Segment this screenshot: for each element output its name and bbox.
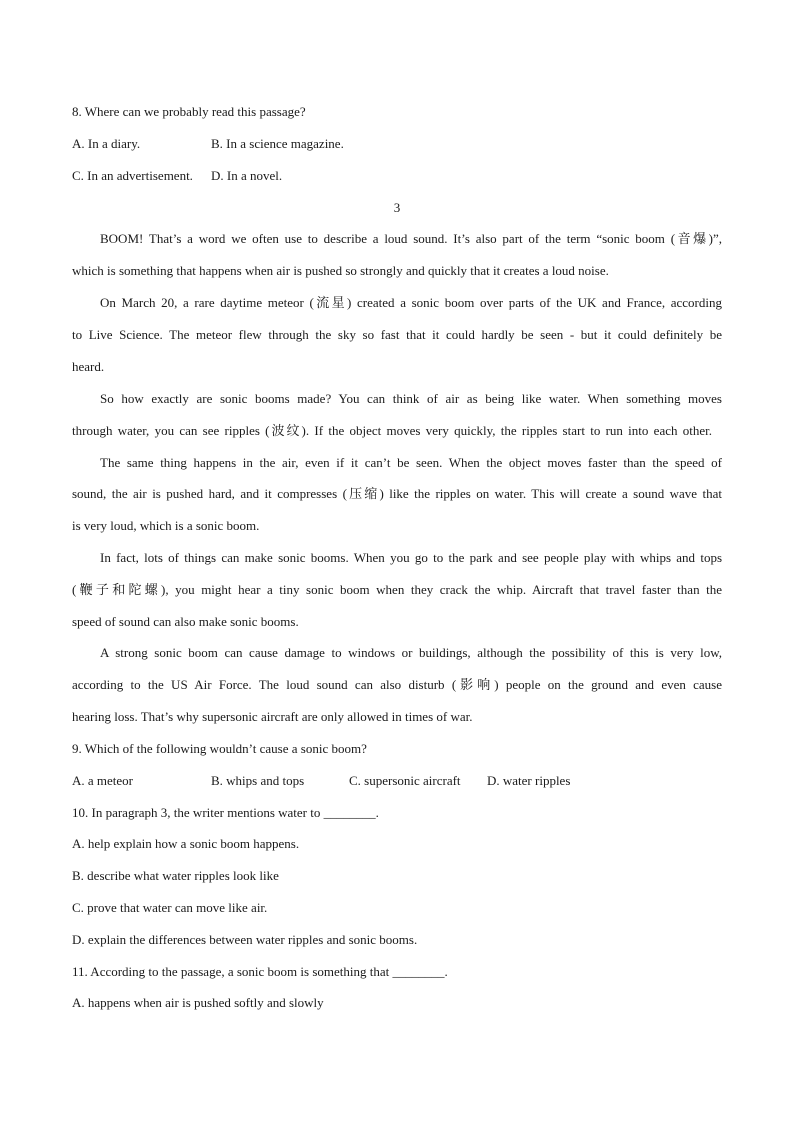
passage-p2-line-3: heard. [72, 359, 105, 374]
passage-p1-line-1: BOOM! That’s a word we often use to describe a loud sound. It’s also part of the term “sonic boom (音爆)”, [100, 231, 722, 246]
q10-option-b: B. describe what water ripples look like [72, 868, 279, 883]
section-number: 3 [393, 200, 401, 215]
passage-p4-line-2: sound, the air is pushed hard, and it compresses (压缩) like the ripples on water. This will create a sound wave that [72, 486, 722, 501]
q9-option-a: A. a meteor [72, 773, 134, 788]
passage-p6-line-3: hearing loss. That’s why supersonic aircraft are only allowed in times of war. [72, 709, 473, 724]
q9-question: 9. Which of the following wouldn’t cause a sonic boom? [72, 741, 367, 756]
passage-p3-line-1: So how exactly are sonic booms made? You can think of air as being like water. When something moves [100, 391, 722, 406]
q8-option-d: D. In a novel. [211, 168, 283, 183]
q10-option-c: C. prove that water can move like air. [72, 900, 268, 915]
passage-p4-line-3: is very loud, which is a sonic boom. [72, 518, 260, 533]
passage-p6-line-2: according to the US Air Force. The loud sound can also disturb (影响) people on the ground and even cause [72, 677, 722, 692]
passage-p3-line-2: through water, you can see ripples (波纹). If the object moves very quickly, the ripples start to run into each other. [72, 423, 712, 438]
q8-question: 8. Where can we probably read this passage? [72, 104, 306, 119]
q10-option-a: A. help explain how a sonic boom happens. [72, 836, 300, 851]
passage-p6-line-1: A strong sonic boom can cause damage to windows or buildings, although the possibility of this is very low, [100, 645, 722, 660]
q8-option-b: B. In a science magazine. [211, 136, 344, 151]
passage-p5-line-1: In fact, lots of things can make sonic booms. When you go to the park and see people play with whips and tops [100, 550, 722, 565]
q10-question: 10. In paragraph 3, the writer mentions water to ________. [72, 805, 379, 820]
passage-p2-line-1: On March 20, a rare daytime meteor (流星) created a sonic boom over parts of the UK and France, according [100, 295, 722, 310]
q11-question: 11. According to the passage, a sonic boom is something that ________. [72, 964, 448, 979]
passage-p1-line-2: which is something that happens when air is pushed so strongly and quickly that it creates a loud noise. [72, 263, 609, 278]
q11-option-a: A. happens when air is pushed softly and slowly [72, 995, 324, 1010]
q9-option-b: B. whips and tops [211, 773, 305, 788]
passage-p2-line-2: to Live Science. The meteor flew through the sky so fast that it could hardly be seen - but it could definitely be [72, 327, 722, 342]
q8-option-a: A. In a diary. [72, 136, 141, 151]
passage-p5-line-2: (鞭子和陀螺), you might hear a tiny sonic boom when they crack the whip. Aircraft that travel faster than the [72, 582, 722, 597]
passage-p5-line-3: speed of sound can also make sonic booms. [72, 614, 299, 629]
q9-option-d: D. water ripples [487, 773, 571, 788]
passage-p4-line-1: The same thing happens in the air, even if it can’t be seen. When the object moves faster than the speed of [100, 455, 722, 470]
q8-option-c: C. In an advertisement. [72, 168, 193, 183]
q9-option-c: C. supersonic aircraft [349, 773, 461, 788]
q10-option-d: D. explain the differences between water ripples and sonic booms. [72, 932, 418, 947]
